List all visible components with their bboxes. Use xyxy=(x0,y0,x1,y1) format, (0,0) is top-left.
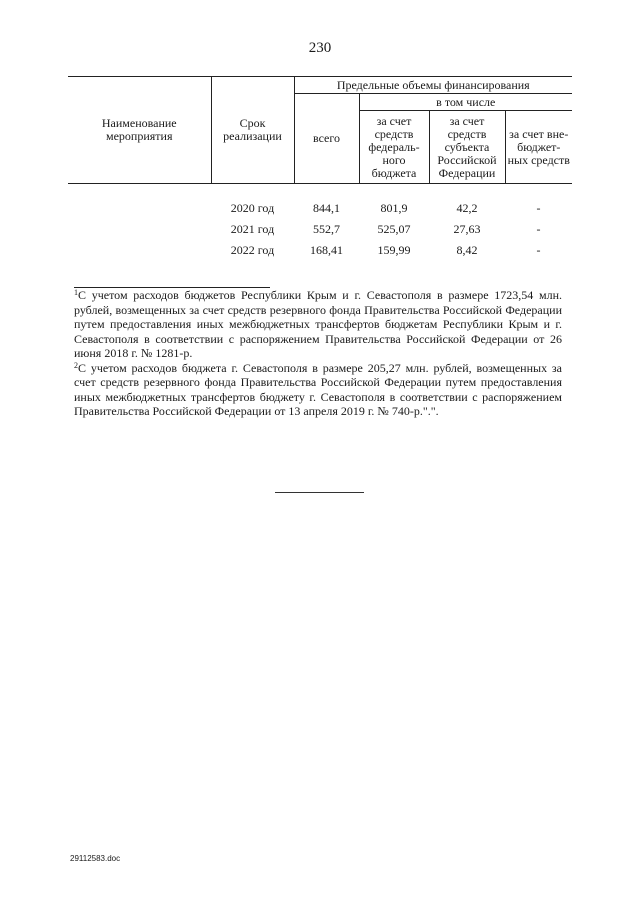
financing-table-body xyxy=(68,198,572,261)
footnote-2 xyxy=(74,361,562,419)
header-term: Срок реализации xyxy=(211,77,294,184)
row-total: 552,7 xyxy=(313,222,340,236)
table-row xyxy=(68,198,572,219)
footnote-text: С учетом расходов бюджетов Республики Крым и г. Севастополя в размере 1723,54 млн. рублей, возмещенных за счет средств резервного фонда Правительства Российской Федерации путем предоставления иных межбюджетных трансфертов бюджетам Республики Крым и г. Севастополя в соответствии с распоряжением Правительства Российской Федерации от 26 июня 2018 г. № 1281-р. xyxy=(74,288,562,360)
row-year: 2020 год xyxy=(230,201,275,215)
document-id: 29112583.doc xyxy=(70,854,121,863)
header-subgroup: в том числе xyxy=(359,94,572,111)
footnote-text: С учетом расходов бюджета г. Севастополя в размере 205,27 млн. рублей, возмещенных за счет средств резервного фонда Правительства Российской Федерации путем предоставления иных межбюджетных трансфертов бюджету г. Севастополя в соответствии с распоряжением Правительства Российской Федерации от 13 апреля 2019 г. № 740-р.".". xyxy=(74,360,562,418)
row-total: 844,1 xyxy=(313,201,340,215)
table-row xyxy=(68,240,572,261)
row-federal: 525,07 xyxy=(377,222,411,236)
financing-table-header xyxy=(68,76,572,184)
header-federal: за счет средств федераль-ного бюджета xyxy=(359,111,429,184)
row-region: 27,63 xyxy=(453,222,481,236)
row-year: 2022 год xyxy=(230,243,275,257)
header-extra: за счет вне-бюджет-ных средств xyxy=(505,111,572,184)
row-federal: 159,99 xyxy=(377,243,411,257)
row-region: 8,42 xyxy=(456,243,478,257)
table-row xyxy=(68,219,572,240)
row-extra: - xyxy=(536,201,541,215)
row-federal: 801,9 xyxy=(380,201,408,215)
header-group-financing: Предельные объемы финансирования xyxy=(294,77,572,94)
row-total: 168,41 xyxy=(310,243,343,257)
header-name: Наименование мероприятия xyxy=(68,77,211,184)
row-region: 42,2 xyxy=(456,201,478,215)
header-total: всего xyxy=(294,94,359,184)
footnote-1 xyxy=(74,288,562,361)
header-region: за счет средств субъекта Российской Федерации xyxy=(429,111,505,184)
page-number: 230 xyxy=(308,40,332,56)
footnotes xyxy=(74,288,562,419)
row-extra: - xyxy=(536,222,541,236)
end-of-document-line xyxy=(275,492,364,493)
row-year: 2021 год xyxy=(230,222,275,236)
row-extra: - xyxy=(536,243,541,257)
footnote-mark: 2 xyxy=(74,360,78,370)
footnote-mark: 1 xyxy=(74,288,78,297)
